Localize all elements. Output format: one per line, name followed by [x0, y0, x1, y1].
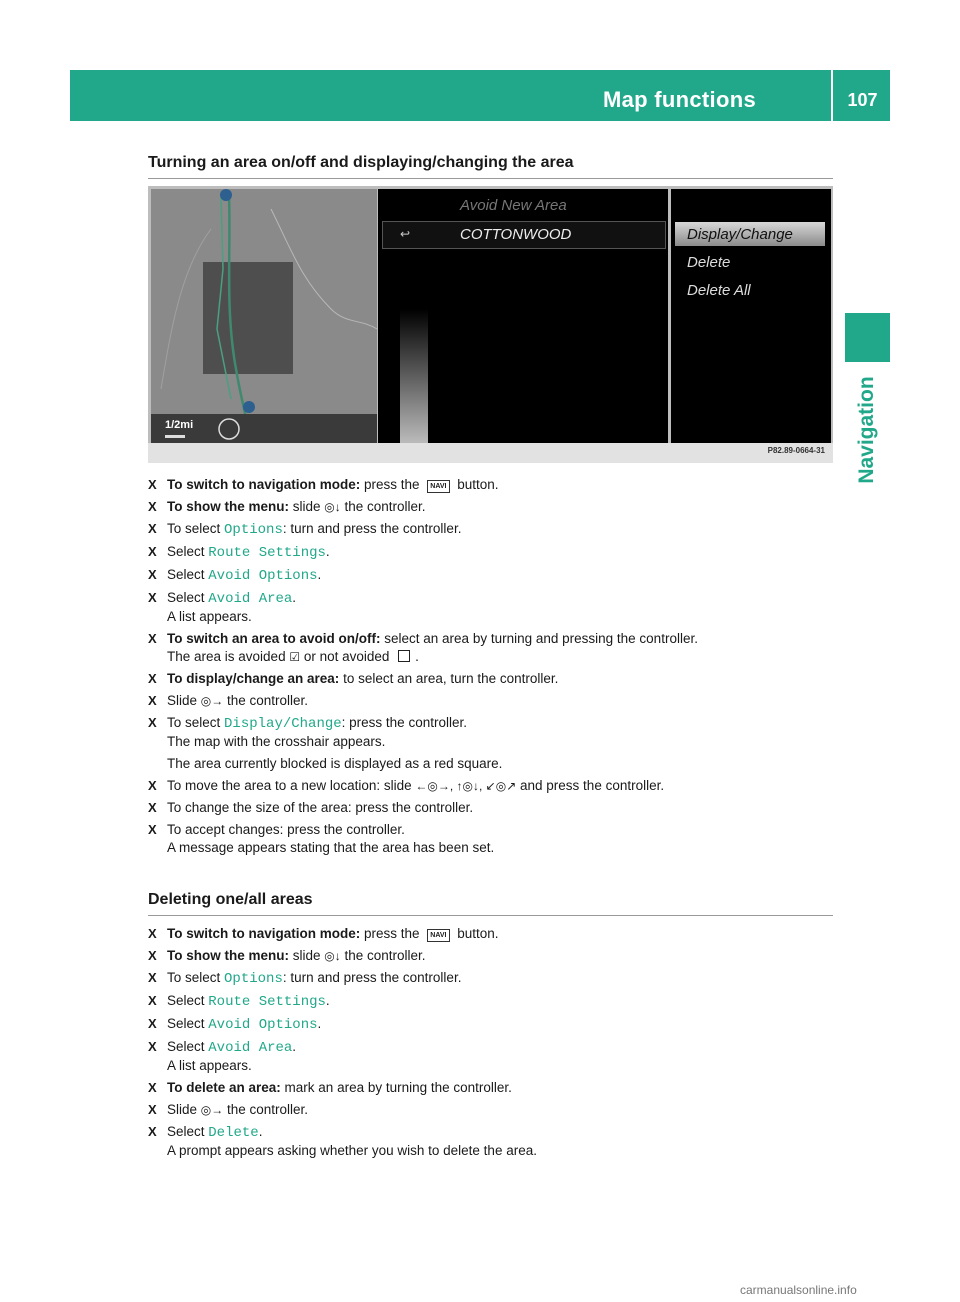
navi-button-icon: NAVI: [427, 480, 449, 493]
bullet-x-icon: X: [148, 671, 157, 686]
step-text: To accept changes: press the controller.: [167, 822, 405, 837]
menu-option: Route Settings: [208, 545, 326, 561]
bullet-x-icon: X: [148, 1080, 157, 1095]
step-lead: To show the menu:: [167, 948, 289, 963]
step-text: select an area by turning and pressing the controller.: [380, 631, 698, 646]
list-item: [148, 543, 848, 562]
avoided-area-square: [203, 262, 293, 374]
list-item: [148, 1101, 848, 1119]
controller-icon: ◎→: [200, 1103, 224, 1117]
menu-option: Options: [224, 971, 283, 987]
checkbox-empty-icon: [398, 650, 410, 662]
map-view: [151, 189, 377, 443]
list-item: [148, 947, 848, 965]
list-item: [148, 992, 848, 1011]
step-text: slide: [289, 499, 325, 514]
step-text: : turn and press the controller.: [282, 521, 462, 536]
step-text: : turn and press the controller.: [282, 970, 462, 985]
list-item: [148, 925, 848, 943]
scale-bar: [165, 435, 185, 438]
step-result: [167, 648, 848, 666]
bullet-x-icon: X: [148, 970, 157, 985]
menu-option: Route Settings: [208, 994, 326, 1010]
bullet-x-icon: X: [148, 993, 157, 1008]
step-text: the controller.: [223, 693, 309, 708]
step-result: A list appears.: [167, 609, 252, 624]
step-result: A list appears.: [167, 1058, 252, 1073]
section-heading-2: Deleting one/all areas: [148, 891, 313, 908]
step-text: To select: [167, 521, 225, 536]
step-text: or not avoided: [300, 649, 394, 664]
step-text: Select: [167, 567, 209, 582]
list-item: [148, 630, 848, 666]
menu-left-panel: [378, 189, 668, 443]
bullet-x-icon: X: [148, 1102, 157, 1117]
bullet-x-icon: X: [148, 631, 157, 646]
menu-right-panel: [671, 189, 831, 443]
menu-option: Avoid Options: [208, 568, 318, 584]
step-text: the controller.: [340, 499, 426, 514]
step-lead: To switch an area to avoid on/off:: [167, 631, 381, 646]
bullet-x-icon: X: [148, 926, 157, 941]
menu-item-cottonwood: COTTONWOOD: [460, 226, 572, 243]
step-text: Select: [167, 1039, 209, 1054]
step-text: .: [292, 1039, 297, 1054]
section-title: Map functions: [602, 87, 756, 112]
step-text: Select: [167, 590, 209, 605]
step-text: Select: [167, 544, 209, 559]
step-text: To change the size of the area: press the controller.: [167, 800, 474, 815]
list-item: [148, 566, 848, 585]
step-text: To select: [167, 715, 225, 730]
step-text: Select: [167, 993, 209, 1008]
step-lead: To display/change an area:: [167, 671, 340, 686]
side-tab-marker: [845, 313, 890, 362]
step-text: the controller.: [223, 1102, 309, 1117]
bullet-x-icon: X: [148, 521, 157, 536]
step-text: .: [317, 1016, 322, 1031]
list-item: [148, 1123, 848, 1160]
menu-item-display-change: Display/Change: [687, 226, 793, 243]
bullet-x-icon: X: [148, 715, 157, 730]
step-text: Select: [167, 1124, 209, 1139]
step-text: button.: [453, 926, 499, 941]
step-text: and press the controller.: [516, 778, 665, 793]
list-item: [148, 1015, 848, 1034]
menu-option: Avoid Options: [208, 1017, 318, 1033]
controller-icon: ←◎→, ↑◎↓, ↙◎↗: [415, 779, 517, 793]
menu-item-delete-all: Delete All: [687, 282, 751, 299]
list-item: [148, 520, 848, 539]
step-result: A prompt appears asking whether you wish to delete the area.: [167, 1143, 537, 1158]
list-item: [148, 1038, 848, 1075]
step-text: .: [258, 1124, 263, 1139]
step-text: Slide: [167, 1102, 201, 1117]
watermark: carmanualsonline.info: [740, 1283, 857, 1297]
step-result: The area currently blocked is displayed as a red square.: [167, 756, 503, 771]
list-item: [148, 821, 848, 857]
controller-icon: ◎↓: [324, 500, 341, 514]
bullet-x-icon: X: [148, 590, 157, 605]
step-text: To select: [167, 970, 225, 985]
bullet-x-icon: X: [148, 778, 157, 793]
heading-rule-1: [148, 178, 833, 179]
step-text: The area is avoided: [167, 649, 290, 664]
bullet-x-icon: X: [148, 544, 157, 559]
step-text: button.: [453, 477, 499, 492]
list-item: [148, 714, 848, 751]
step-text: Select: [167, 1016, 209, 1031]
bullet-x-icon: X: [148, 822, 157, 837]
page-number: 107: [847, 90, 878, 110]
map-scale-label: 1/2mi: [165, 419, 194, 431]
bullet-x-icon: X: [148, 693, 157, 708]
menu-item-delete: Delete: [687, 254, 731, 271]
bullet-x-icon: X: [148, 477, 157, 492]
bullet-x-icon: X: [148, 948, 157, 963]
menu-option: Avoid Area: [208, 1040, 293, 1056]
step-text: .: [292, 590, 297, 605]
menu-option: Options: [224, 522, 283, 538]
menu-option: Avoid Area: [208, 591, 293, 607]
bullet-x-icon: X: [148, 800, 157, 815]
side-tab-label: Navigation: [855, 376, 878, 484]
bullet-x-icon: X: [148, 1016, 157, 1031]
step-text: Slide: [167, 693, 201, 708]
navi-button-icon: NAVI: [427, 929, 449, 942]
step-text: press the: [360, 477, 424, 492]
step-text: : press the controller.: [341, 715, 467, 730]
image-code: P82.89-0664-31: [767, 446, 825, 455]
step-text: press the: [360, 926, 424, 941]
header-divider: [831, 70, 833, 121]
menu-item-avoid-new-area: Avoid New Area: [460, 197, 567, 214]
step-lead: To delete an area:: [167, 1080, 281, 1095]
step-text: .: [325, 544, 330, 559]
checkbox-checked-icon: ☑: [289, 650, 301, 664]
bullet-x-icon: X: [148, 1124, 157, 1139]
step-text: mark an area by turning the controller.: [280, 1080, 512, 1095]
list-item: [148, 692, 848, 710]
route-shield-icon: [243, 401, 255, 413]
scroll-indicator: [400, 309, 428, 443]
bullet-x-icon: X: [148, 499, 157, 514]
list-item: [148, 799, 848, 817]
menu-option: Delete: [208, 1125, 259, 1141]
step-result: The map with the crosshair appears.: [167, 734, 386, 749]
list-item: [148, 777, 848, 795]
step-lead: To switch to navigation mode:: [167, 926, 361, 941]
step-text: .: [415, 649, 419, 664]
list-item: [148, 1079, 848, 1097]
step-result: A message appears stating that the area has been set.: [167, 840, 495, 855]
step-text: the controller.: [340, 948, 426, 963]
heading-rule-2: [148, 915, 833, 916]
bullet-x-icon: X: [148, 567, 157, 582]
list-item: [148, 589, 848, 626]
instruction-list-2: [148, 925, 848, 1164]
figure-caption-strip: [148, 443, 833, 463]
controller-icon: ◎↓: [324, 949, 341, 963]
step-text: .: [325, 993, 330, 1008]
step-lead: To switch to navigation mode:: [167, 477, 361, 492]
step-text: To move the area to a new location: slide: [167, 778, 416, 793]
step-lead: To show the menu:: [167, 499, 289, 514]
list-item: [148, 670, 848, 688]
list-item: [148, 498, 848, 516]
controller-icon: ◎→: [200, 694, 224, 708]
bullet-x-icon: X: [148, 1039, 157, 1054]
map-roads: [151, 189, 377, 443]
list-item: [148, 969, 848, 988]
instruction-list-1: [148, 476, 848, 861]
header-bar: [70, 70, 890, 121]
route-shield-icon: [220, 189, 232, 201]
back-arrow-icon: ↩: [400, 227, 411, 241]
screenshot-figure: [148, 186, 833, 463]
menu-option: Display/Change: [224, 716, 342, 732]
list-item: [148, 476, 848, 494]
section-heading-1: Turning an area on/off and displaying/changing the area: [148, 154, 574, 171]
step-text: to select an area, turn the controller.: [339, 671, 559, 686]
step-text: .: [317, 567, 322, 582]
step-text: slide: [289, 948, 325, 963]
